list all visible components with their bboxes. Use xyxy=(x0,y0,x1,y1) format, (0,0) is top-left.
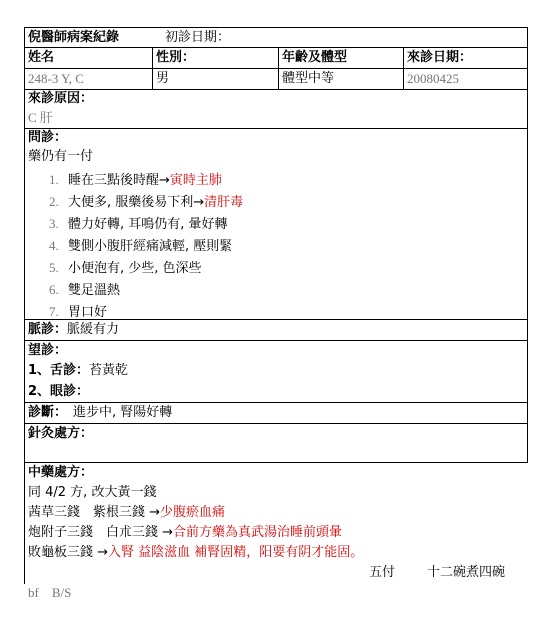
list-item: 2. 大便多, 服藥後易下利→清肝毒 xyxy=(49,194,244,210)
herbal-section xyxy=(24,462,528,600)
herbal-line-1: 同 4/2 方, 改大黃一錢 xyxy=(28,485,157,500)
inquiry-intro: 藥仍有一付 xyxy=(28,149,94,164)
diagnosis-label: 診斷： xyxy=(28,405,68,420)
herbal-line-2: 茜草三錢 紫根三錢 →少腹瘀血痛 xyxy=(28,505,226,520)
info-values-row xyxy=(24,68,528,89)
observation-label: 望診： xyxy=(28,343,68,358)
list-item: 6. 雙足溫熱 xyxy=(49,282,121,298)
header-row xyxy=(24,27,528,47)
herbal-line-4: 敗龜板三錢 →入腎 益陰滋血 補腎固精，阳要有阴才能固。 xyxy=(28,545,364,560)
info-labels-row xyxy=(24,47,528,68)
patient-id-value: 248-3 Y, C xyxy=(25,69,153,89)
visit-reason-section xyxy=(24,89,528,128)
visit-date-value: 20080425 xyxy=(407,71,459,86)
visit-date-label: 來診日期： xyxy=(407,50,473,65)
acupuncture-label: 針灸處方： xyxy=(28,426,94,441)
dosage-line xyxy=(25,563,528,583)
pulse-label: 脈診： xyxy=(28,322,68,337)
dose-preparation: 十二碗煮四碗 xyxy=(427,565,506,580)
footer-note: bf B/S xyxy=(28,585,72,600)
tongue-text: 苔黃乾 xyxy=(89,363,129,378)
list-item: 4. 雙側小腹肝經痛減輕, 壓則緊 xyxy=(49,238,233,254)
dose-count: 五付 xyxy=(369,565,396,580)
visit-reason-text: C 肝 xyxy=(28,110,53,125)
list-item: 1. 睡在三點後時醒→寅時主肺 xyxy=(49,172,222,188)
diagnosis-text: 進步中, 腎陽好轉 xyxy=(73,405,173,420)
list-item: 3. 體力好轉, 耳鳴仍有, 暈好轉 xyxy=(49,216,228,232)
record-title: 倪醫師病案紀錄 xyxy=(28,30,120,45)
herbal-line-3: 炮附子三錢 白朮三錢 →合前方藥為真武湯治睡前頭暈 xyxy=(28,525,343,540)
first-visit-date-label: 初診日期： xyxy=(165,30,231,45)
diagnosis-section xyxy=(24,402,528,423)
pulse-section xyxy=(24,319,528,340)
herbal-label: 中藥處方： xyxy=(28,465,94,480)
age-build-label: 年齡及體型 xyxy=(279,48,404,68)
list-item: 5. 小便泡有, 少些, 色深些 xyxy=(49,260,202,276)
list-item: 7. 胃口好 xyxy=(49,304,108,320)
inquiry-section xyxy=(24,128,528,319)
tongue-label: 1、舌診： xyxy=(28,363,90,378)
visit-reason-label: 來診原因： xyxy=(28,91,94,106)
name-label: 姓名 xyxy=(25,48,153,68)
gender-value: 男 xyxy=(153,69,279,89)
gender-label: 性別： xyxy=(153,48,279,68)
age-build-value: 體型中等 xyxy=(279,69,404,89)
observation-section xyxy=(24,340,528,402)
acupuncture-section xyxy=(24,423,528,462)
eye-label: 2、眼診： xyxy=(28,384,90,399)
inquiry-list xyxy=(25,169,527,323)
medical-record-sheet xyxy=(24,27,528,600)
inquiry-label: 問診： xyxy=(28,130,68,145)
pulse-text: 脈緩有力 xyxy=(67,322,120,337)
